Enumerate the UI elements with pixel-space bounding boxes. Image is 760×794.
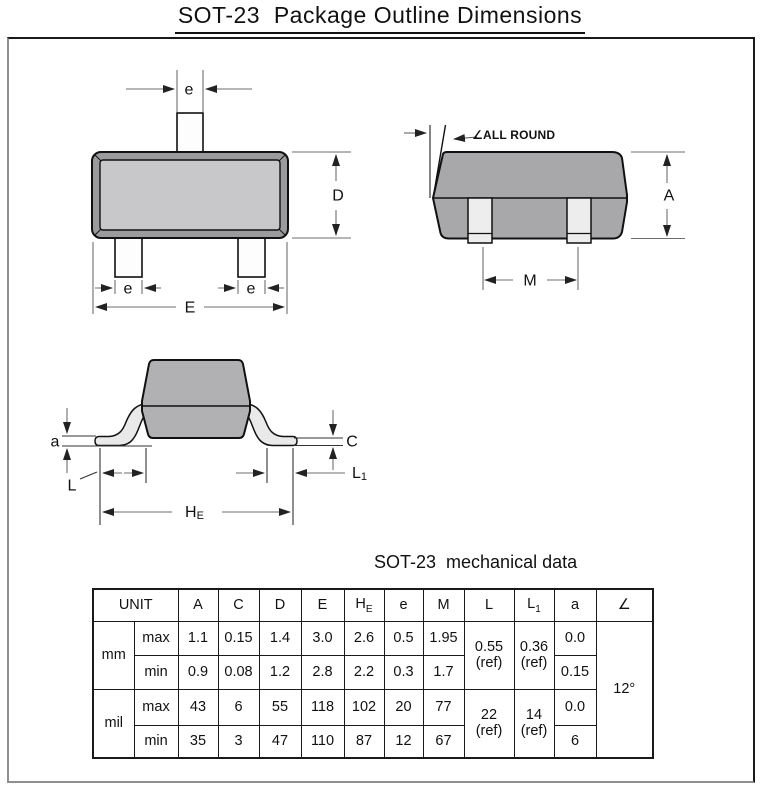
cell-mil-L1: 14 (ref) xyxy=(514,689,554,758)
cell-mil-max-e: 20 xyxy=(384,689,423,725)
front-view-drawing xyxy=(51,360,367,525)
cell-mil-max-A: 43 xyxy=(178,689,218,725)
dim-label-D: D xyxy=(332,187,344,205)
mechanical-data-table xyxy=(92,588,654,759)
cell-mil-max-D: 55 xyxy=(259,689,301,725)
header-a: a xyxy=(554,589,596,621)
cell-mm-max-a: 0.0 xyxy=(554,621,596,655)
header-angle: ∠ xyxy=(596,589,653,621)
cell-mm-max-e: 0.5 xyxy=(384,621,423,655)
cell-mil-min-a: 6 xyxy=(554,725,596,758)
side-view-body xyxy=(433,152,627,239)
header-M: M xyxy=(423,589,464,621)
cell-mm-min-A: 0.9 xyxy=(178,655,218,689)
table-subtitle: SOT-23 mechanical data xyxy=(374,552,578,572)
cell-mil-min-D: 47 xyxy=(259,725,301,758)
header-C: C xyxy=(218,589,259,621)
cell-mm-min-C: 0.08 xyxy=(218,655,259,689)
cell-mil-max-M: 77 xyxy=(423,689,464,725)
mm-min-label: min xyxy=(134,655,178,689)
top-view-pin-bottom-right xyxy=(238,238,265,277)
dim-label-HE: $H_E$ xyxy=(185,503,204,522)
header-e: e xyxy=(384,589,423,621)
header-L: L xyxy=(464,589,514,621)
top-view-body-inner xyxy=(100,160,280,230)
cell-mm-max-M: 1.95 xyxy=(423,621,464,655)
cell-mm-max-C: 0.15 xyxy=(218,621,259,655)
table-row-mm-max xyxy=(93,621,653,655)
header-L1: $L_1$ xyxy=(514,589,554,621)
cell-mil-max-C: 6 xyxy=(218,689,259,725)
dim-label-E: E xyxy=(184,299,196,317)
dim-label-A: A xyxy=(663,187,675,205)
table-header-row xyxy=(93,589,653,621)
header-unit: UNIT xyxy=(93,589,178,621)
cell-mm-L: 0.55 (ref) xyxy=(464,621,514,689)
cell-mm-min-D: 1.2 xyxy=(259,655,301,689)
dim-label-L1: $L_1$ xyxy=(352,464,368,483)
cell-mil-min-HE: 87 xyxy=(344,725,384,758)
cell-mm-min-HE: 2.2 xyxy=(344,655,384,689)
header-A: A xyxy=(178,589,218,621)
cell-mm-min-a: 0.15 xyxy=(554,655,596,689)
mil-min-label: min xyxy=(134,725,178,758)
mil-max-label: max xyxy=(134,689,178,725)
side-view-pin-right xyxy=(567,198,591,243)
table-row-mil-min xyxy=(93,725,653,758)
header-E: E xyxy=(301,589,344,621)
cell-mil-max-HE: 102 xyxy=(344,689,384,725)
cell-mil-min-e: 12 xyxy=(384,725,423,758)
unit-mil: mil xyxy=(93,689,134,758)
header-D: D xyxy=(259,589,301,621)
side-view-drawing xyxy=(404,125,685,290)
dim-label-L: L xyxy=(67,477,77,495)
header-HE: $H_E$ xyxy=(344,589,384,621)
cell-mil-min-C: 3 xyxy=(218,725,259,758)
all-round-note: ∠ALL ROUND xyxy=(472,128,556,142)
cell-mm-max-D: 1.4 xyxy=(259,621,301,655)
side-view-pin-left xyxy=(468,198,492,243)
cell-angle-value: 12° xyxy=(596,621,653,758)
dim-label-C: C xyxy=(346,433,358,451)
top-view-pin-bottom-left xyxy=(115,238,142,277)
cell-mm-min-M: 1.7 xyxy=(423,655,464,689)
top-view-pin-top xyxy=(177,113,203,152)
cell-mil-L: 22 (ref) xyxy=(464,689,514,758)
dim-label-e-top: e xyxy=(184,81,194,99)
front-view-body xyxy=(142,360,250,438)
table-row-mil-max xyxy=(93,689,653,725)
cell-mm-max-HE: 2.6 xyxy=(344,621,384,655)
page-title-text: SOT-23 Package Outline Dimensions xyxy=(175,2,585,34)
cell-mil-min-E: 110 xyxy=(301,725,344,758)
cell-mm-L1: 0.36 (ref) xyxy=(514,621,554,689)
dim-label-a: a xyxy=(50,433,60,451)
dim-label-M: M xyxy=(523,272,537,290)
mm-max-label: max xyxy=(134,621,178,655)
unit-mm: mm xyxy=(93,621,134,689)
cell-mm-min-E: 2.8 xyxy=(301,655,344,689)
dim-label-e-bottom-left: e xyxy=(123,280,133,298)
table-row-mm-min xyxy=(93,655,653,689)
cell-mil-min-A: 35 xyxy=(178,725,218,758)
cell-mm-max-E: 3.0 xyxy=(301,621,344,655)
cell-mil-max-a: 0.0 xyxy=(554,689,596,725)
dim-label-e-bottom-right: e xyxy=(246,280,256,298)
cell-mm-min-e: 0.3 xyxy=(384,655,423,689)
top-view-drawing xyxy=(92,70,351,317)
cell-mil-max-E: 118 xyxy=(301,689,344,725)
cell-mm-max-A: 1.1 xyxy=(178,621,218,655)
cell-mil-min-M: 67 xyxy=(423,725,464,758)
